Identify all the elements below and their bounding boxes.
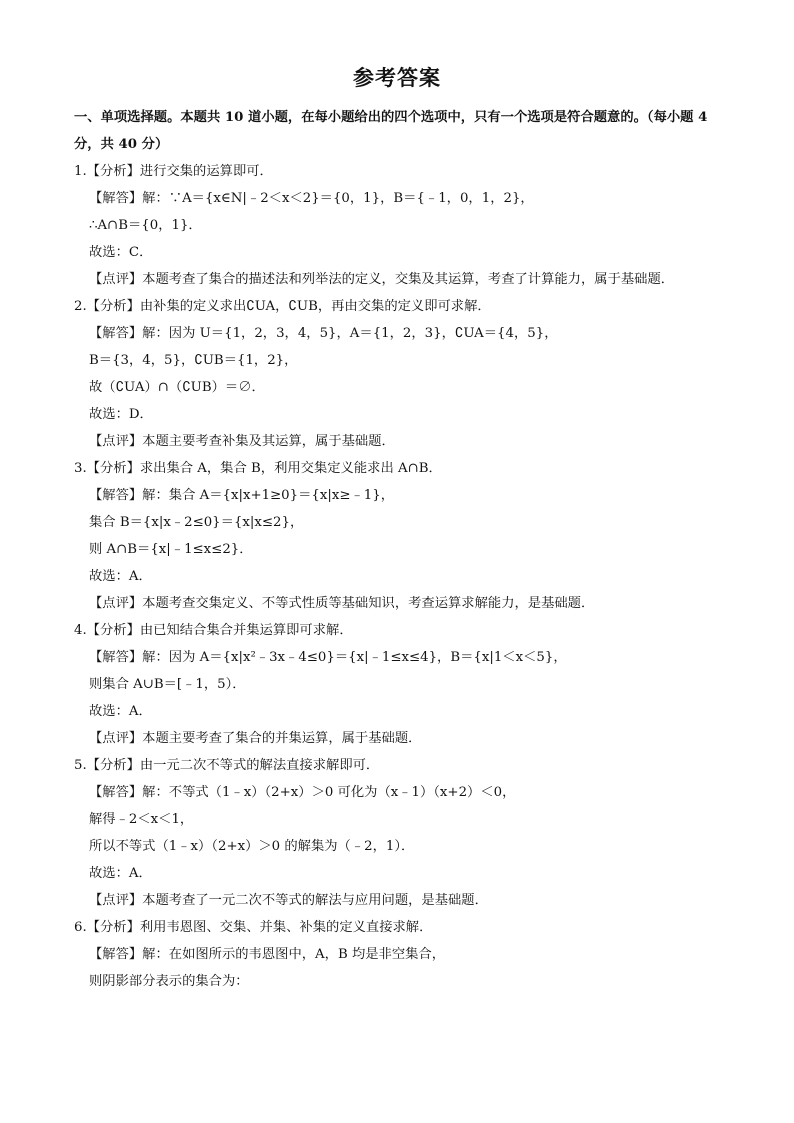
question-body-line: 故选：C． xyxy=(89,245,153,260)
question-analysis-line: 2.【分析】由补集的定义求出∁UA，∁UB，再由交集的定义即可求解． xyxy=(74,299,491,314)
question-label-line: 【解答】解：集合 A＝{x|x+1≥0}＝{x|x≥﹣1}， xyxy=(89,488,394,503)
question-label-line: 【点评】本题考查交集定义、不等式性质等基础知识，考查运算求解能力，是基础题． xyxy=(89,596,595,611)
question-analysis-line: 5.【分析】由一元二次不等式的解法直接求解即可． xyxy=(74,758,380,773)
question-analysis-line: 3.【分析】求出集合 A，集合 B，利用交集定义能求出 A∩B． xyxy=(74,461,442,476)
question-label-line: 【点评】本题考查了集合的描述法和列举法的定义，交集及其运算，考查了计算能力，属于基础题． xyxy=(89,272,675,287)
question-body-line: 故选：D． xyxy=(89,407,153,422)
question-label-line: 【解答】解：∵A＝{x∈N|﹣2＜x＜2}＝{0，1}，B＝{﹣1，0，1，2}， xyxy=(89,191,534,206)
question-label-line: 【解答】解：不等式（1﹣x）（2+x）＞0 可化为（x﹣1）（x+2）＜0， xyxy=(89,785,516,800)
question-label-line: 【点评】本题主要考查了集合的并集运算，属于基础题． xyxy=(89,731,422,746)
question-body-line: 则集合 A∪B＝[﹣1，5）． xyxy=(89,677,246,692)
question-body-line: 则阴影部分表示的集合为： xyxy=(89,974,249,989)
question-body-line: ∴A∩B＝{0，1}． xyxy=(89,218,202,233)
question-body-line: 集合 B＝{x|x﹣2≤0}＝{x|x≤2}， xyxy=(89,515,304,530)
question-label-line: 【点评】本题主要考查补集及其运算，属于基础题． xyxy=(89,434,395,449)
section-heading: 一、单项选择题。本题共 10 道小题，在每小题给出的四个选项中，只有一个选项是符合题意的。（每小题 4 分，共 40 分） xyxy=(74,110,708,152)
question-body-line: 解得﹣2＜x＜1， xyxy=(89,812,194,827)
answer-lines xyxy=(0,158,794,995)
question-label-line: 【点评】本题考查了一元二次不等式的解法与应用问题，是基础题． xyxy=(89,893,488,908)
question-label-line: 【解答】解：在如图所示的韦恩图中，A，B 均是非空集合， xyxy=(89,947,446,962)
question-label-line: 【解答】解：因为 A＝{x|x²﹣3x﹣4≤0}＝{x|﹣1≤x≤4}，B＝{x|1＜x＜5}， xyxy=(89,650,567,665)
question-body-line: 故选：A． xyxy=(89,569,152,584)
question-analysis-line: 1.【分析】进行交集的运算即可． xyxy=(74,164,273,179)
question-analysis-line: 4.【分析】由已知结合集合并集运算即可求解． xyxy=(74,623,353,638)
page-title: 参考答案 xyxy=(353,66,441,90)
question-label-line: 【解答】解：因为 U＝{1，2，3，4，5}，A＝{1，2，3}，∁UA＝{4，5}， xyxy=(89,326,558,341)
question-body-line: 故选：A． xyxy=(89,704,152,719)
question-body-line: B＝{3，4，5}，∁UB＝{1，2}， xyxy=(89,353,298,368)
question-body-line: 故选：A． xyxy=(89,866,152,881)
question-body-line: 故（∁UA）∩（∁UB）＝∅． xyxy=(89,380,265,395)
question-body-line: 则 A∩B＝{x|﹣1≤x≤2}． xyxy=(89,542,253,557)
question-analysis-line: 6.【分析】利用韦恩图、交集、并集、补集的定义直接求解． xyxy=(74,920,433,935)
question-body-line: 所以不等式（1﹣x）（2+x）＞0 的解集为（﹣2，1）． xyxy=(89,839,415,854)
